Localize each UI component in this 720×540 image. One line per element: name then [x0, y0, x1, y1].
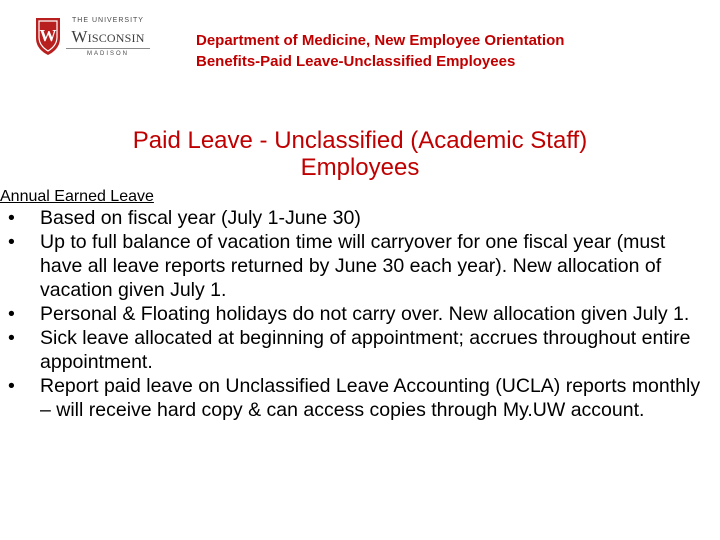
- bullet-marker: •: [8, 303, 15, 325]
- slide-title: [20, 127, 700, 181]
- bullet-text: Report paid leave on Unclassified Leave Accounting (UCLA) reports monthly – will receive hard copy & can access copies through My.UW account.: [40, 375, 701, 421]
- bullet-marker: •: [8, 207, 15, 229]
- slide-title-line-1: Paid Leave - Unclassified (Academic Staff): [132, 127, 588, 154]
- list-item: [0, 302, 712, 326]
- university-logo: [30, 14, 152, 60]
- slide-title-line-2: Employees: [300, 154, 420, 181]
- list-item: [0, 206, 712, 230]
- bullet-list: [0, 206, 712, 422]
- crest-letter: W: [39, 26, 57, 45]
- logo-wordmark: [64, 14, 154, 60]
- list-item: [0, 230, 712, 302]
- section-heading: Annual Earned Leave: [0, 188, 154, 205]
- bullet-text: Up to full balance of vacation time will carryover for one fiscal year (must have all leave reports returned by June 30 each year). New allocation of vacation given July 1.: [40, 231, 666, 301]
- bullet-text: Sick leave allocated at beginning of appointment; accrues throughout entire appointment.: [40, 327, 691, 373]
- logo-bottom-line: MADISON: [86, 51, 129, 57]
- header-line-2: Benefits-Paid Leave-Unclassified Employees: [196, 53, 516, 70]
- logo-main-word: Wisconsin: [71, 27, 145, 46]
- bullet-marker: •: [8, 327, 15, 349]
- list-item: [0, 374, 712, 422]
- list-item: [0, 326, 712, 374]
- header-title: [196, 30, 696, 72]
- logo-rule: [66, 48, 150, 49]
- bullet-marker: •: [8, 231, 15, 253]
- header-line-1: Department of Medicine, New Employee Orientation: [196, 32, 565, 49]
- bullet-marker: •: [8, 375, 15, 397]
- bullet-text: Based on fiscal year (July 1-June 30): [40, 207, 361, 229]
- bullet-text: Personal & Floating holidays do not carry over. New allocation given July 1.: [40, 303, 690, 325]
- logo-top-line: THE UNIVERSITY: [72, 17, 144, 24]
- crest-icon: [34, 16, 62, 56]
